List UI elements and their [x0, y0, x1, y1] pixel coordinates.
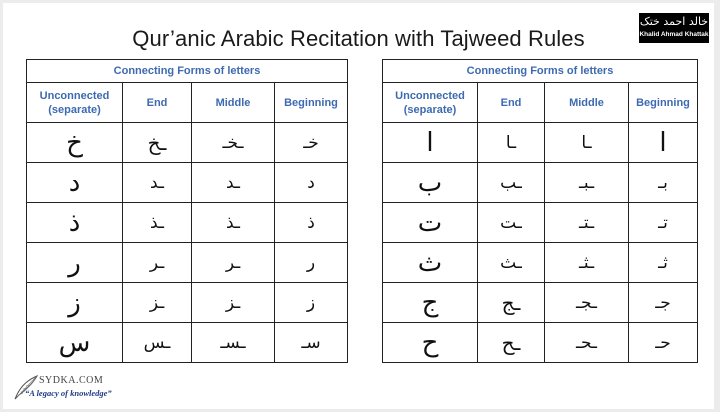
letter-end-form: ـد [123, 163, 192, 203]
letter-beginning-form: ا [629, 123, 698, 163]
letter-middle-form: ـجـ [545, 283, 629, 323]
table-row [27, 243, 348, 283]
letter-beginning-form: ز [275, 283, 348, 323]
letter-beginning-form: سـ [275, 323, 348, 363]
letter-unconnected: ج [383, 283, 478, 323]
letter-middle-form: ـحـ [545, 323, 629, 363]
letter-end-form: ـخ [123, 123, 192, 163]
letter-unconnected: خ [27, 123, 123, 163]
letter-unconnected: ر [27, 243, 123, 283]
letter-middle-form: ـتـ [545, 203, 629, 243]
header-unconnected: Unconnected (separate) [383, 83, 478, 123]
slide [3, 3, 714, 409]
letter-end-form: ـح [478, 323, 545, 363]
table-caption: Connecting Forms of letters [383, 60, 698, 83]
letter-end-form: ـت [478, 203, 545, 243]
author-logo-arabic: خالد احمد ختک [639, 15, 709, 28]
letter-end-form: ـذ [123, 203, 192, 243]
letter-middle-form: ـز [192, 283, 275, 323]
letter-unconnected: د [27, 163, 123, 203]
table-row [383, 203, 698, 243]
table-row [383, 323, 698, 363]
letter-unconnected: ث [383, 243, 478, 283]
header-beginning: Beginning [629, 83, 698, 123]
letter-middle-form: ـبـ [545, 163, 629, 203]
letter-middle-form: ـسـ [192, 323, 275, 363]
letter-end-form: ـج [478, 283, 545, 323]
letter-forms-table-right [382, 59, 698, 363]
letter-end-form: ـر [123, 243, 192, 283]
letter-end-form: ـا [478, 123, 545, 163]
letter-middle-form: ـثـ [545, 243, 629, 283]
letter-unconnected: س [27, 323, 123, 363]
letter-beginning-form: ثـ [629, 243, 698, 283]
table-row [27, 283, 348, 323]
letter-beginning-form: ر [275, 243, 348, 283]
table-row [383, 163, 698, 203]
header-beginning: Beginning [275, 83, 348, 123]
table-row [27, 163, 348, 203]
letter-unconnected: ت [383, 203, 478, 243]
letter-unconnected: ز [27, 283, 123, 323]
letter-unconnected: ح [383, 323, 478, 363]
footer-tagline: “A legacy of knowledge” [25, 388, 112, 398]
letter-end-form: ـب [478, 163, 545, 203]
table-row [383, 123, 698, 163]
header-middle: Middle [192, 83, 275, 123]
letter-unconnected: ذ [27, 203, 123, 243]
table-row [383, 283, 698, 323]
table-row [27, 203, 348, 243]
letter-beginning-form: تـ [629, 203, 698, 243]
letter-beginning-form: حـ [629, 323, 698, 363]
letter-middle-form: ـا [545, 123, 629, 163]
header-end: End [123, 83, 192, 123]
letter-middle-form: ـذ [192, 203, 275, 243]
letter-middle-form: ـر [192, 243, 275, 283]
table-row [27, 123, 348, 163]
letter-beginning-form: بـ [629, 163, 698, 203]
letter-unconnected: ب [383, 163, 478, 203]
letter-middle-form: ـخـ [192, 123, 275, 163]
slide-title: Qur’anic Arabic Recitation with Tajweed Rules [132, 26, 585, 51]
table-row [383, 243, 698, 283]
table-caption: Connecting Forms of letters [27, 60, 348, 83]
author-logo-english: Khalid Ahmad Khattak [639, 31, 709, 38]
sydka-logo [11, 373, 141, 405]
letter-beginning-form: جـ [629, 283, 698, 323]
header-end: End [478, 83, 545, 123]
author-logo [639, 13, 709, 43]
footer-brand: SYDKA.COM [39, 375, 104, 386]
header-middle: Middle [545, 83, 629, 123]
letter-end-form: ـس [123, 323, 192, 363]
table-row [27, 323, 348, 363]
letter-unconnected: ا [383, 123, 478, 163]
letter-middle-form: ـد [192, 163, 275, 203]
letter-forms-table-left [26, 59, 348, 363]
letter-beginning-form: ذ [275, 203, 348, 243]
header-unconnected: Unconnected (separate) [27, 83, 123, 123]
letter-end-form: ـث [478, 243, 545, 283]
letter-beginning-form: خـ [275, 123, 348, 163]
letter-beginning-form: د [275, 163, 348, 203]
letter-end-form: ـز [123, 283, 192, 323]
